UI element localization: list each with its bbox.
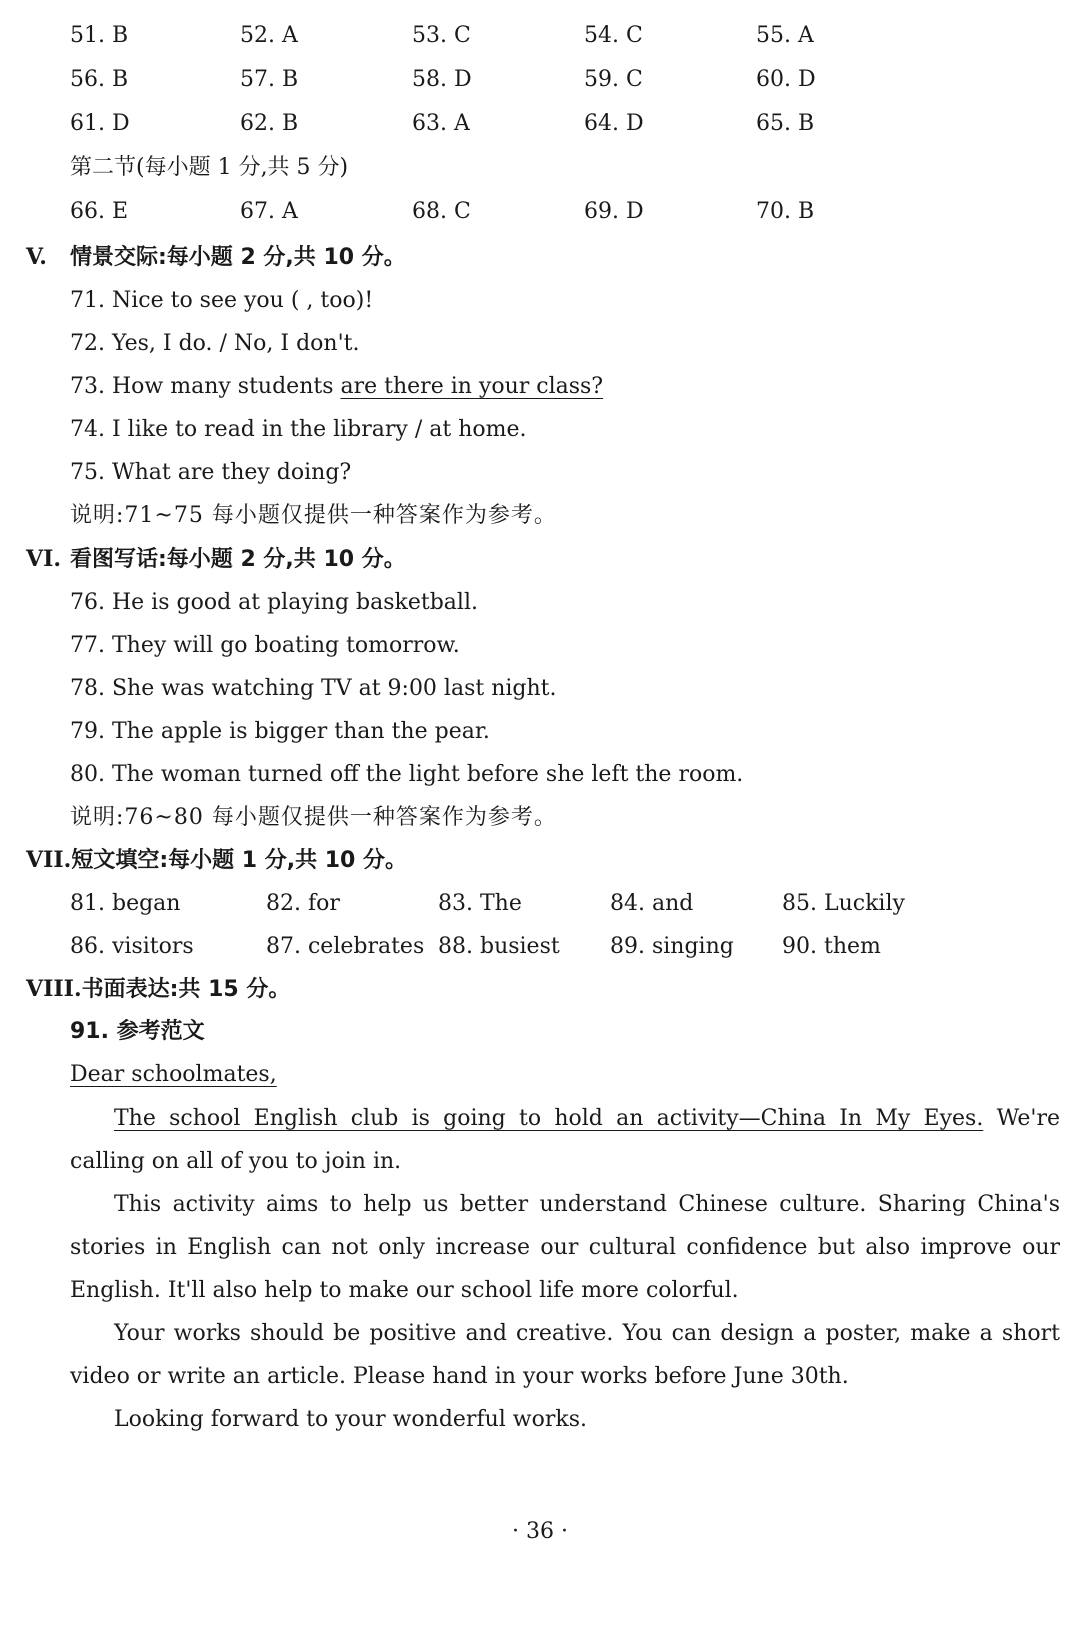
answer-79: 79. The apple is bigger than the pear.: [70, 719, 490, 744]
answer-62: 62. B: [240, 111, 299, 136]
answer-57: 57. B: [240, 67, 299, 92]
answer-74: 74. I like to read in the library / at home.: [70, 417, 527, 442]
section-vi-heading: [26, 539, 406, 580]
answer-73-underlined: are there in your class?: [340, 374, 604, 399]
answer-85: 85. Luckily: [782, 891, 905, 916]
part2-label: 第二节(每小题 1 分,共 5 分): [70, 155, 349, 180]
section-v-heading: [26, 237, 406, 278]
essay-salutation: Dear schoolmates,: [70, 1062, 277, 1087]
sample-essay-label: 91. 参考范文: [70, 1019, 205, 1044]
section-vi-note: 说明:76~80 每小题仅提供一种答案作为参考。: [70, 805, 557, 830]
answer-78: 78. She was watching TV at 9:00 last night.: [70, 676, 557, 701]
answer-59: 59. C: [584, 67, 643, 92]
essay-paragraph-4: Looking forward to your wonderful works.: [114, 1407, 587, 1432]
answer-76: 76. He is good at playing basketball.: [70, 590, 478, 615]
answer-81: 81. began: [70, 891, 181, 916]
answer-52: 52. A: [240, 23, 298, 48]
essay-paragraph-3: Your works should be positive and creative. You can design a poster, make a short video or write an article. Please hand in your works before June 30th.: [70, 1321, 1060, 1389]
answer-58: 58. D: [412, 67, 472, 92]
section-v-title: 情景交际:每小题 2 分,共 10 分。: [70, 245, 406, 270]
essay-paragraph-2: This activity aims to help us better understand Chinese culture. Sharing China's stories in English can not only increase our cultural confidence but also improve our English. It'll also help to make our school life more colorful.: [70, 1192, 1060, 1303]
answer-70: 70. B: [756, 199, 815, 224]
essay-paragraph-1: [70, 1097, 1060, 1183]
answer-65: 65. B: [756, 111, 815, 136]
answer-80: 80. The woman turned off the light before she left the room.: [70, 762, 744, 787]
essay-p1-rest: We're calling on all of you to join in.: [70, 1106, 1060, 1174]
answer-90: 90. them: [782, 934, 881, 959]
answer-63: 63. A: [412, 111, 470, 136]
answer-54: 54. C: [584, 23, 643, 48]
answer-60: 60. D: [756, 67, 816, 92]
answer-88: 88. busiest: [438, 934, 560, 959]
section-vii-number: VII.: [26, 847, 72, 873]
answer-84: 84. and: [610, 891, 694, 916]
answer-89: 89. singing: [610, 934, 734, 959]
answer-82: 82. for: [266, 891, 340, 916]
answer-56: 56. B: [70, 67, 129, 92]
section-viii-heading: [26, 969, 290, 1010]
essay-p1-underlined: The school English club is going to hold an activity—China In My Eyes.: [114, 1106, 984, 1131]
answer-87: 87. celebrates: [266, 934, 425, 959]
answer-73-prefix: 73. How many students: [70, 374, 341, 399]
answer-72: 72. Yes, I do. / No, I don't.: [70, 331, 360, 356]
answer-67: 67. A: [240, 199, 298, 224]
answer-73: [70, 367, 603, 407]
answer-75: 75. What are they doing?: [70, 460, 352, 485]
answer-55: 55. A: [756, 23, 814, 48]
section-v-note: 说明:71~75 每小题仅提供一种答案作为参考。: [70, 503, 557, 528]
answer-66: 66. E: [70, 199, 129, 224]
section-vii-title: 短文填空:每小题 1 分,共 10 分。: [71, 848, 408, 873]
page-number: · 36 ·: [512, 1519, 568, 1544]
answer-68: 68. C: [412, 199, 471, 224]
section-vi-number: VI.: [26, 546, 62, 572]
section-vii-heading: [26, 840, 407, 881]
answer-69: 69. D: [584, 199, 644, 224]
answer-71: 71. Nice to see you ( , too)!: [70, 288, 374, 313]
section-vi-title: 看图写话:每小题 2 分,共 10 分。: [70, 547, 406, 572]
section-v-number: V.: [26, 244, 47, 270]
sample-essay-body: [70, 1097, 1060, 1441]
section-viii-title: 书面表达:共 15 分。: [81, 977, 291, 1002]
answer-64: 64. D: [584, 111, 644, 136]
answer-61: 61. D: [70, 111, 130, 136]
answer-51: 51. B: [70, 23, 129, 48]
section-viii-number: VIII.: [26, 976, 82, 1002]
answer-53: 53. C: [412, 23, 471, 48]
answer-77: 77. They will go boating tomorrow.: [70, 633, 460, 658]
answer-86: 86. visitors: [70, 934, 194, 959]
answer-83: 83. The: [438, 891, 522, 916]
